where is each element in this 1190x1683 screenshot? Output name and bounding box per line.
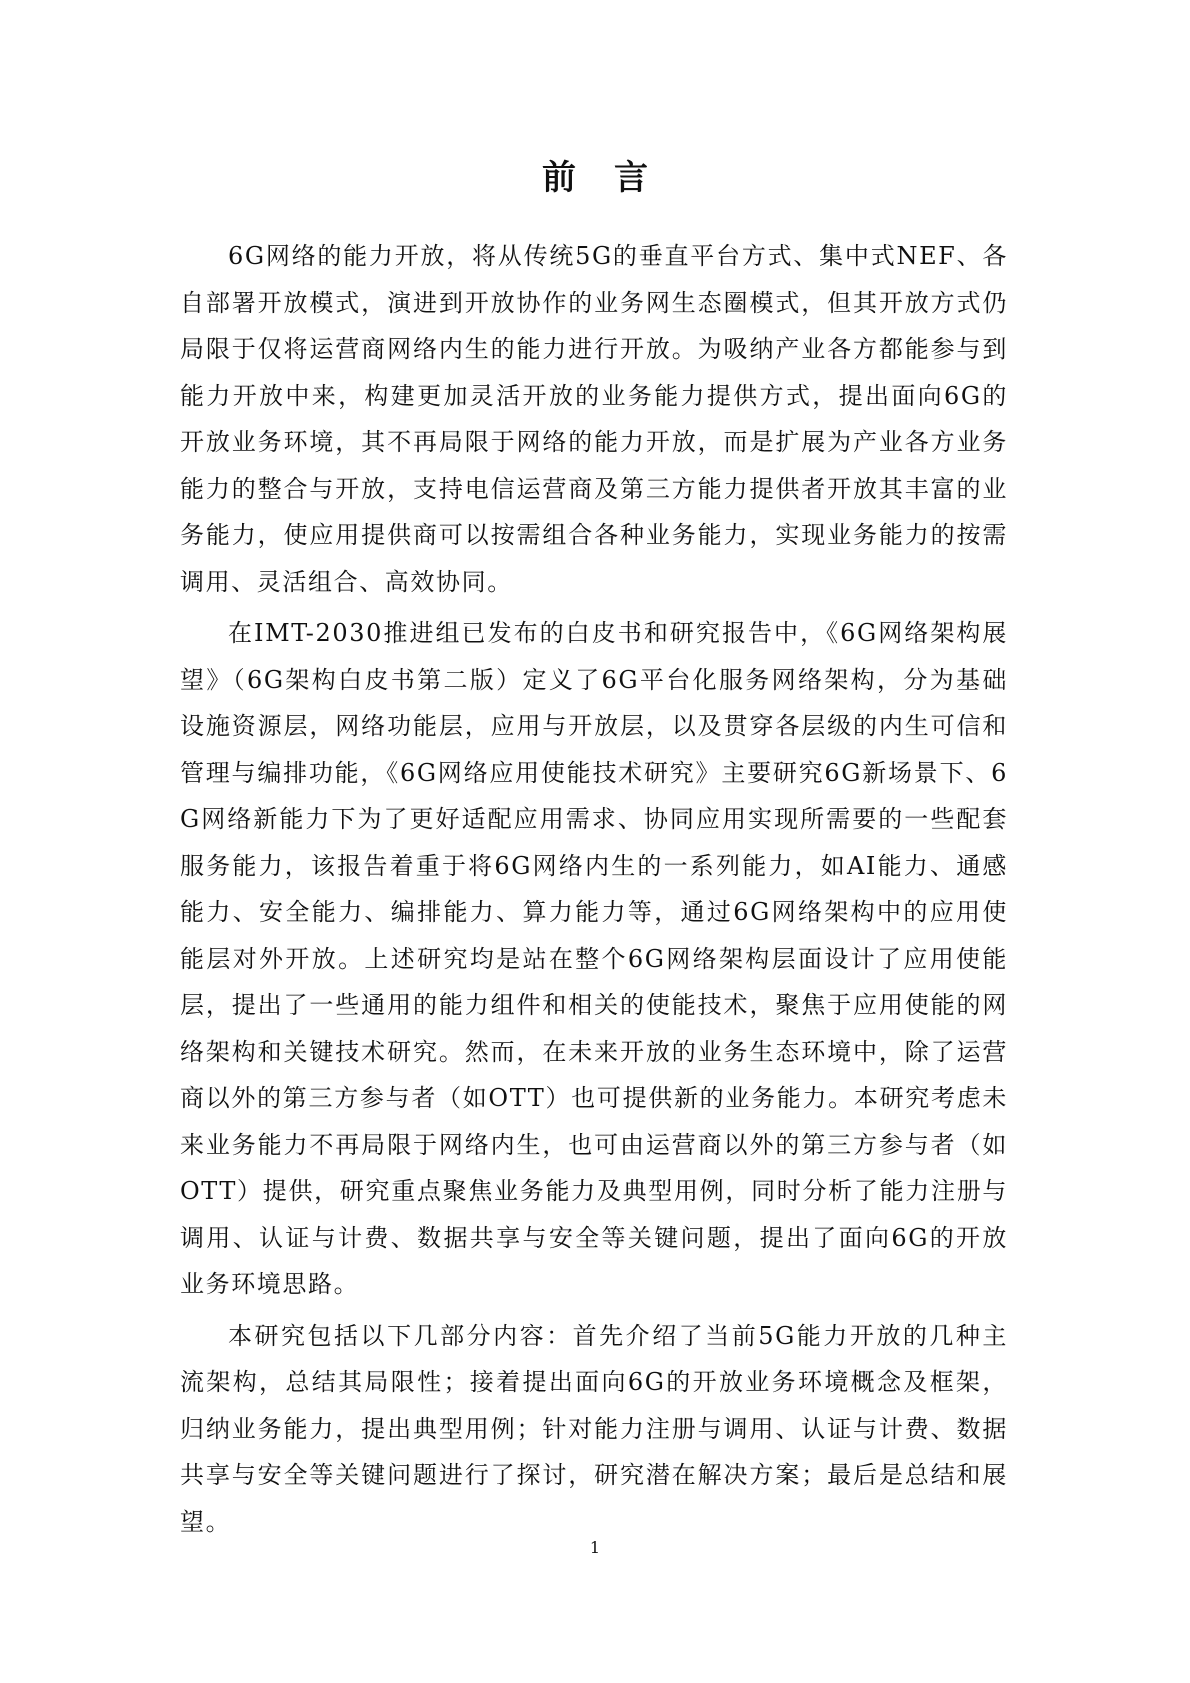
page-title: 前言: [542, 158, 686, 198]
document-body: [180, 233, 1008, 1550]
paragraph-1: 6G网络的能力开放，将从传统5G的垂直平台方式、集中式NEF、各自部署开放模式，演进到开放协作的业务网生态圈模式，但其开放方式仍局限于仅将运营商网络内生的能力进行开放。为吸纳产业各方都能参与到能力开放中来，构建更加灵活开放的业务能力提供方式，提出面向6G的开放业务环境，其不再局限于网络的能力开放，而是扩展为产业各方业务能力的整合与开放，支持电信运营商及第三方能力提供者开放其丰富的业务能力，使应用提供商可以按需组合各种业务能力，实现业务能力的按需调用、灵活组合、高效协同。: [180, 242, 1008, 596]
page-number: 1: [589, 1538, 601, 1557]
paragraph-3: 本研究包括以下几部分内容：首先介绍了当前5G能力开放的几种主流架构，总结其局限性；接着提出面向6G的开放业务环境概念及框架，归纳业务能力，提出典型用例；针对能力注册与调用、认证与计费、数据共享与安全等关键问题进行了探讨，研究潜在解决方案；最后是总结和展望。: [180, 1321, 1008, 1536]
paragraph-2: 在IMT-2030推进组已发布的白皮书和研究报告中，《6G网络架构展望》（6G架构白皮书第二版）定义了6G平台化服务网络架构，分为基础设施资源层，网络功能层，应用与开放层，以及贯穿各层级的内生可信和管理与编排功能，《6G网络应用使能技术研究》主要研究6G新场景下、6G网络新能力下为了更好适配应用需求、协同应用实现所需要的一些配套服务能力，该报告着重于将6G网络内生的一系列能力，如AI能力、通感能力、安全能力、编排能力、算力能力等，通过6G网络架构中的应用使能层对外开放。上述研究均是站在整个6G网络架构层面设计了应用使能层，提出了一些通用的能力组件和相关的使能技术，聚焦于应用使能的网络架构和关键技术研究。然而，在未来开放的业务生态环境中，除了运营商以外的第三方参与者（如OTT）也可提供新的业务能力。本研究考虑未来业务能力不再局限于网络内生，也可由运营商以外的第三方参与者（如OTT）提供，研究重点聚焦业务能力及典型用例，同时分析了能力注册与调用、认证与计费、数据共享与安全等关键问题，提出了面向6G的开放业务环境思路。: [180, 619, 1008, 1298]
